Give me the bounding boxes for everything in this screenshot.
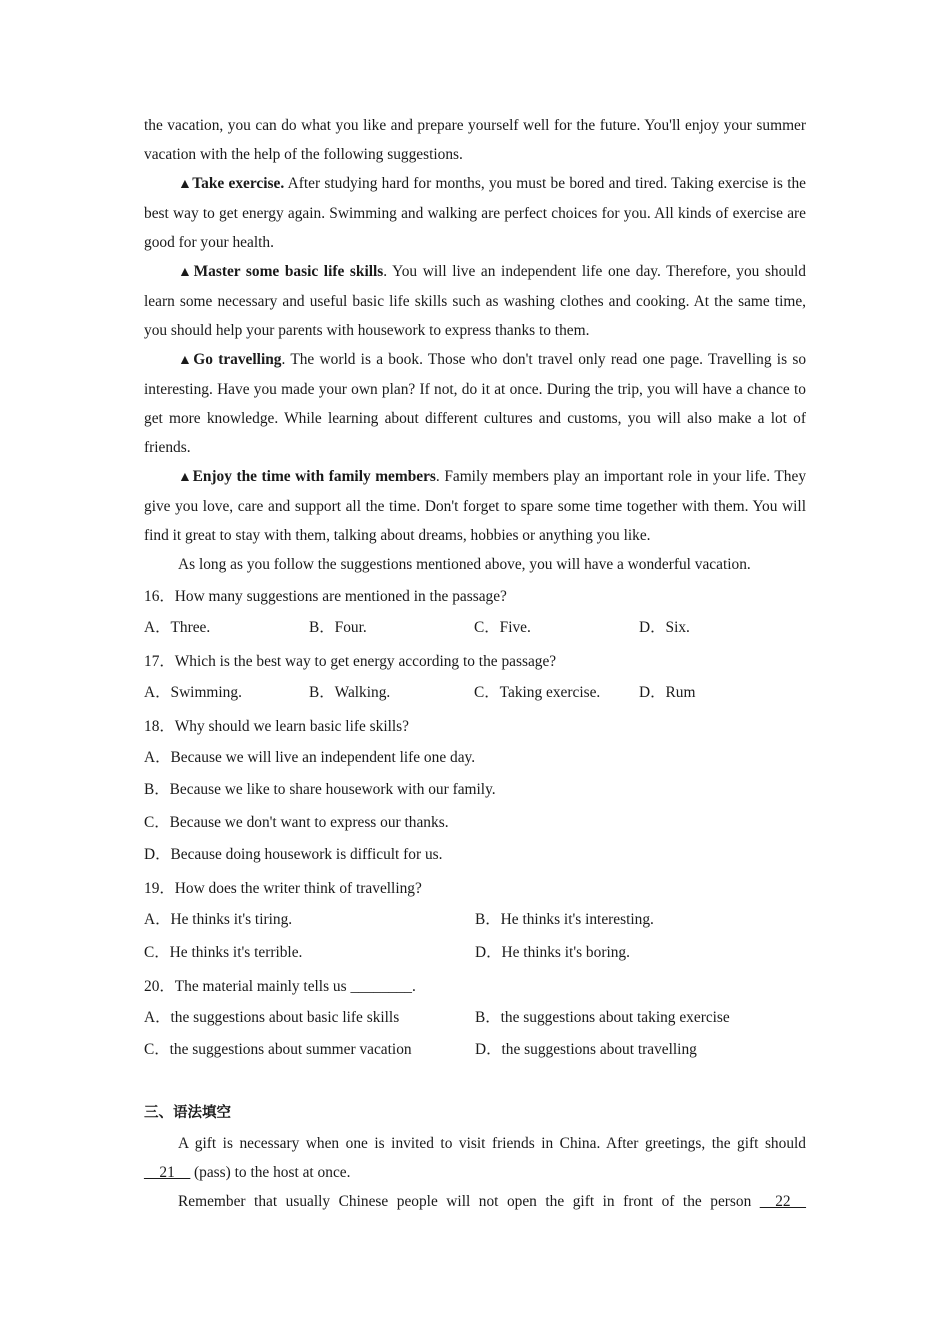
suggestion-exercise (144, 169, 806, 257)
option-c[interactable]: C．the suggestions about summer vacation (144, 1041, 412, 1058)
question-19-options-ab (144, 904, 806, 937)
option-b[interactable]: B．the suggestions about taking exercise (475, 1008, 730, 1026)
option-a[interactable]: A．Swimming. (144, 683, 242, 701)
option-a[interactable]: A．He thinks it's tiring. (144, 911, 293, 928)
grammar-paragraph-1 (144, 1129, 806, 1187)
suggestion-title: Enjoy the time with family members (192, 468, 436, 485)
question-20-options-cd (144, 1034, 806, 1067)
option-d[interactable]: D．Because doing housework is difficult for us. (144, 846, 443, 863)
option-c[interactable]: C．Five. (474, 618, 531, 636)
paragraph-text: (pass) to the host at once. (190, 1163, 351, 1181)
option-b[interactable]: B．Walking. (309, 683, 391, 701)
question-19: 19．How does the writer think of travelling? (144, 880, 422, 897)
suggestion-title: Master some basic life skills (193, 263, 384, 280)
question-18: 18．Why should we learn basic life skills? (144, 717, 409, 735)
question-20: 20．The material mainly tells us ________. (144, 977, 416, 995)
option-a[interactable]: A．the suggestions about basic life skills (144, 1008, 400, 1026)
option-a[interactable]: A．Three. (144, 618, 211, 636)
blank-22[interactable]: __22__ (759, 1192, 806, 1210)
triangle-bullet-icon: ▲ (178, 177, 193, 192)
suggestion-travelling (144, 345, 806, 462)
question-20-options-ab (144, 1002, 806, 1035)
option-d[interactable]: D．Rum (639, 683, 696, 701)
suggestion-life-skills (144, 257, 806, 345)
suggestion-text: . Family members play an important role in your life. They give you love, care and support all the time. Don't forget to spare some time together with them. You will find it great to stay with them, talking about dreams, hobbies or anything you like. (144, 468, 807, 544)
suggestion-title: Go travelling (193, 351, 282, 368)
option-b[interactable]: B．Because we like to share housework with our family. (144, 781, 496, 798)
option-c[interactable]: C．Taking exercise. (474, 683, 601, 701)
option-c[interactable]: C．Because we don't want to express our thanks. (144, 813, 449, 831)
question-17: 17．Which is the best way to get energy according to the passage? (144, 652, 557, 670)
option-d[interactable]: D．He thinks it's boring. (475, 943, 630, 961)
triangle-bullet-icon: ▲ (178, 265, 194, 280)
option-d[interactable]: D．the suggestions about travelling (475, 1041, 697, 1058)
document-page (144, 111, 806, 1216)
option-c[interactable]: C．He thinks it's terrible. (144, 943, 303, 961)
section-title-grammar-fill: 三、语法填空 (144, 1104, 231, 1121)
triangle-bullet-icon: ▲ (178, 470, 193, 485)
question-16-options (144, 612, 806, 645)
question-19-options-cd (144, 937, 806, 970)
question-17-options (144, 677, 806, 710)
suggestion-text: . You will live an independent life one day. Therefore, you should learn some necessary and useful basic life skills such as washing clothes and cooking. At the same time, you should help your parents with housework to express thanks to them. (144, 263, 806, 339)
grammar-paragraph-2 (144, 1187, 806, 1216)
paragraph-text: A gift is necessary when one is invited to visit friends in China. After greetings, the gift should (178, 1134, 806, 1152)
option-b[interactable]: B．Four. (309, 618, 367, 636)
suggestion-family (144, 462, 806, 550)
blank-21[interactable]: __21__ (144, 1163, 191, 1181)
option-b[interactable]: B．He thinks it's interesting. (475, 911, 654, 928)
question-16: 16．How many suggestions are mentioned in the passage? (144, 587, 507, 605)
suggestion-text: After studying hard for months, you must be bored and tired. Taking exercise is the best way to get energy again. Swimming and walking are perfect choices for you. All kinds of exercise are good for your health. (144, 175, 806, 251)
option-a[interactable]: A．Because we will live an independent life one day. (144, 748, 476, 766)
suggestion-text: . The world is a book. Those who don't travel only read one page. Travelling is so interesting. Have you made your own plan? If not, do it at once. During the trip, you will have a chance to get more knowledge. While learning about different cultures and customs, you will also make a lot of friends. (144, 351, 807, 456)
passage-conclusion: As long as you follow the suggestions mentioned above, you will have a wonderful vacation. (178, 556, 751, 573)
triangle-bullet-icon: ▲ (178, 353, 194, 368)
suggestion-title: Take exercise. (192, 175, 285, 192)
passage-intro: the vacation, you can do what you like and prepare yourself well for the future. You'll enjoy your summer vacation with the help of the following suggestions. (144, 117, 806, 163)
paragraph-text: Remember that usually Chinese people will not open the gift in front of the person (178, 1192, 760, 1210)
option-d[interactable]: D．Six. (639, 618, 690, 636)
